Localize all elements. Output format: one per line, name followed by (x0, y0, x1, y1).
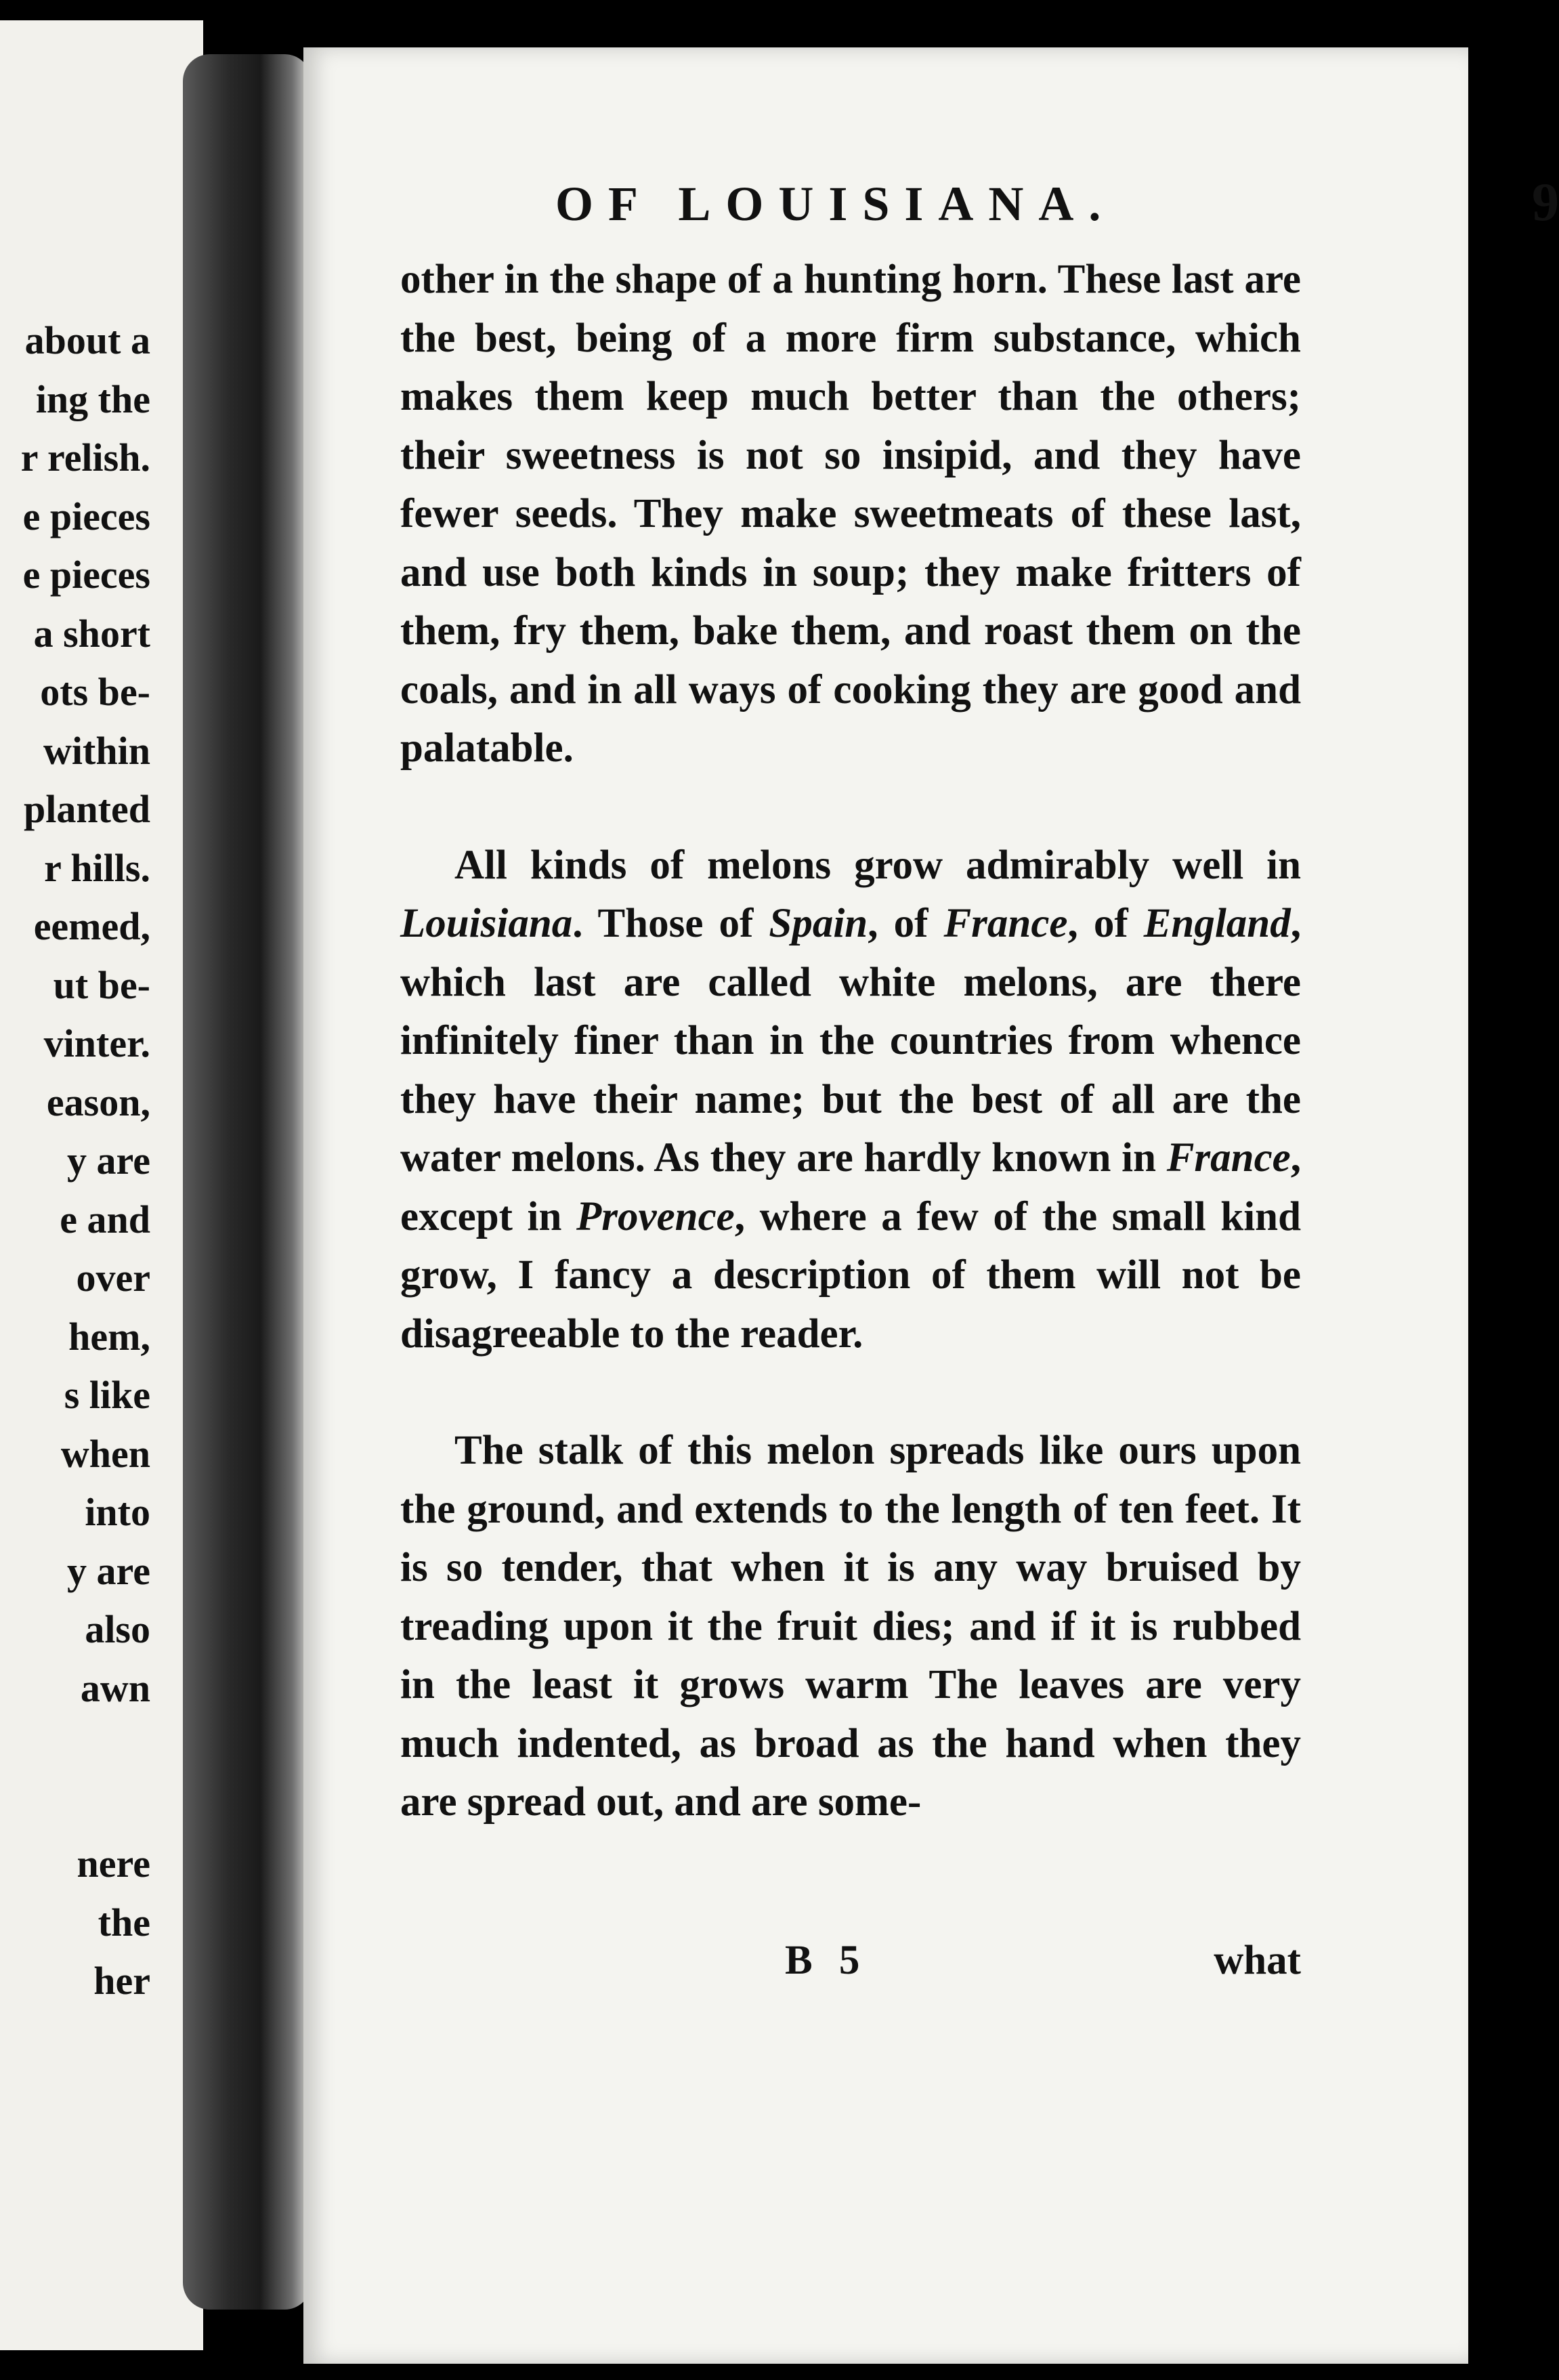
left-page-line: eason, (46, 1080, 150, 1124)
italic-run: Spain (769, 901, 868, 946)
left-page-line: about a (24, 318, 150, 362)
left-page-line: s like (64, 1373, 150, 1417)
text-run: . Those of (572, 901, 769, 946)
left-page-line: ut be- (53, 962, 150, 1007)
left-page-line: within (43, 728, 150, 773)
left-page-text (0, 312, 150, 2011)
paragraph (400, 836, 1301, 1364)
book-gutter (183, 54, 312, 2310)
text-run: , except in (400, 1135, 1301, 1239)
signature-mark: B 5 (785, 1938, 868, 1983)
left-page-fragment (0, 20, 203, 2350)
left-page-line: nere (77, 1842, 150, 1886)
left-page-line (0, 1718, 150, 1777)
text-run: , where a few of the small kind grow, I fancy a description of them will not be disagreeable to the reader. (400, 1193, 1301, 1357)
left-page-line: hem, (68, 1314, 150, 1359)
left-page-line: when (60, 1431, 150, 1476)
left-page-line: the (98, 1900, 150, 1945)
page-number: 9 (1532, 173, 1559, 232)
left-page-line: planted (24, 787, 150, 831)
running-header (555, 173, 1559, 251)
paragraph (400, 1422, 1301, 1832)
left-page-line: y are (67, 1548, 150, 1593)
italic-run: France (943, 901, 1068, 946)
text-run: , of (1067, 901, 1144, 946)
book-page (303, 47, 1559, 2364)
italic-run: Provence (576, 1193, 735, 1239)
text-run: The stalk of this melon spreads like ours upon the ground, and extends to the length of ten feet. It is so tender, that when it is any way bruised by treading upon it the fruit dies; and if it is rubbed in the least it grows warm The leaves are very much indented, as broad as the hand when they are spread out, and are some- (400, 1428, 1301, 1825)
left-page-line: eemed, (33, 904, 150, 948)
italic-run: France (1166, 1135, 1291, 1181)
left-page-line: ing the (35, 377, 150, 421)
left-page-line: into (85, 1490, 150, 1534)
left-page-line: y are (67, 1139, 150, 1183)
left-page-line: vinter. (43, 1021, 150, 1065)
text-run: All kinds of melons grow admirably well in (454, 842, 1301, 888)
page-body (400, 251, 1301, 1832)
left-page-line: e pieces (22, 553, 150, 597)
italic-run: England (1143, 901, 1291, 946)
text-run: , which last are called white melons, are there infinitely finer than in the countries from whence they have their name; but the best of all are the water melons. As they are hardly known in (400, 901, 1301, 1181)
left-page-line: r hills. (44, 845, 150, 890)
text-run: , of (868, 901, 944, 946)
left-page-line: awn (80, 1665, 150, 1710)
italic-run: Louisiana (400, 901, 573, 946)
left-page-line: over (76, 1256, 150, 1300)
page-footer (400, 1937, 1301, 1998)
left-page-line: r relish. (20, 435, 150, 480)
left-page-line: e and (60, 1197, 150, 1241)
left-page-line: also (85, 1607, 150, 1651)
paragraph (400, 251, 1301, 778)
left-page-line: ots be- (40, 670, 150, 714)
running-title: OF LOUISIANA. (555, 177, 1116, 231)
text-run: other in the shape of a hunting horn. These last are the best, being of a more firm substance, which makes them keep much better than the others; their sweetness is not so insipid, and they have fewer seeds. They make sweetmeats of these last, and use both kinds in soup; they make fritters of them, fry them, bake them, and roast them on the coals, and in all ways of cooking they are good and palatable. (400, 257, 1301, 771)
catchword: what (1214, 1938, 1301, 1983)
left-page-line: e pieces (22, 494, 150, 538)
left-page-line: a short (33, 611, 150, 656)
left-page-line (0, 1777, 150, 1835)
left-page-line: her (93, 1959, 150, 2003)
